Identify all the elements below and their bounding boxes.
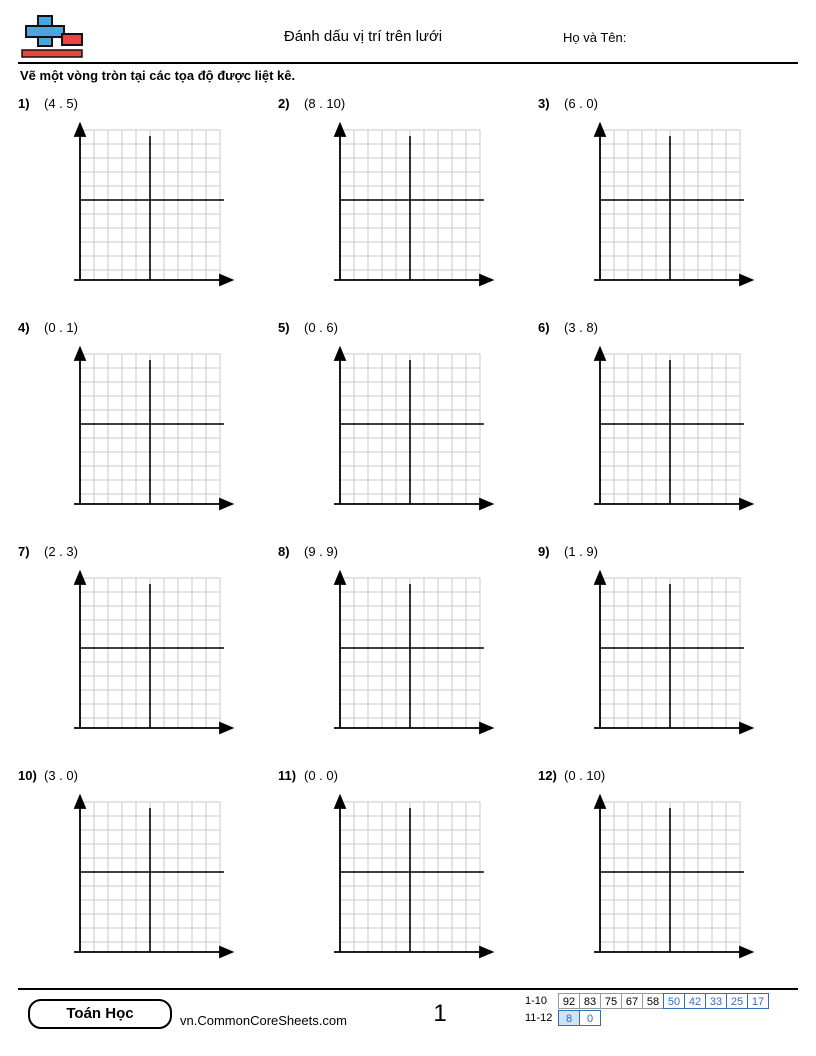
coordinate-grid[interactable] [64,794,236,966]
score-cell: 75 [600,993,622,1009]
problem-header [18,320,278,338]
score-cell: 83 [579,993,601,1009]
score-cell: 17 [747,993,769,1009]
problem-item [278,96,538,320]
problem-coordinate: (8 . 10) [304,96,346,111]
coordinate-grid[interactable] [324,570,496,742]
problem-item [18,768,278,992]
problem-coordinate: (3 . 8) [564,320,598,335]
coordinate-grid[interactable] [584,122,756,294]
coordinate-grid[interactable] [324,346,496,518]
problem-header [278,544,538,562]
score-cell: 67 [621,993,643,1009]
subject-badge: Toán Học [28,999,172,1029]
score-cell: 33 [705,993,727,1009]
header-divider [18,62,798,64]
problem-grid [18,96,798,992]
score-cell: 0 [579,1010,601,1026]
page-number: 1 [433,1000,447,1027]
coordinate-grid[interactable] [584,346,756,518]
problem-header [538,320,798,338]
problem-number: 4) [18,320,30,335]
problem-header [278,320,538,338]
problem-item [538,320,798,544]
problem-row [18,96,798,320]
problem-number: 11) [278,768,297,783]
problem-header [538,544,798,562]
problem-header [18,768,278,786]
problem-number: 1) [18,96,30,111]
problem-coordinate: (0 . 6) [304,320,338,335]
score-cell: 50 [663,993,685,1009]
coordinate-grid[interactable] [324,122,496,294]
problem-number: 6) [538,320,550,335]
coordinate-grid[interactable] [64,346,236,518]
problem-number: 5) [278,320,290,335]
commoncoresheets-logo [18,14,92,60]
problem-item [278,768,538,992]
score-cell: 42 [684,993,706,1009]
problem-number: 10) [18,768,37,783]
student-name-label: Họ và Tên: [563,30,627,45]
problem-coordinate: (1 . 9) [564,544,598,559]
problem-number: 3) [538,96,550,111]
problem-header [18,96,278,114]
problem-item [538,544,798,768]
score-row-2 [525,1010,768,1026]
score-row-1 [525,993,768,1009]
problem-number: 12) [538,768,557,783]
problem-item [538,96,798,320]
score-cell: 8 [558,1010,580,1026]
coordinate-grid[interactable] [64,570,236,742]
problem-coordinate: (0 . 10) [564,768,606,783]
problem-number: 8) [278,544,290,559]
score-table [525,993,768,1027]
score-range-label: 1-10 [525,995,548,1007]
score-cell: 92 [558,993,580,1009]
problem-header [278,768,538,786]
problem-item [278,320,538,544]
problem-row [18,320,798,544]
problem-coordinate: (0 . 1) [44,320,78,335]
page-header [18,14,798,62]
problem-header [538,96,798,114]
problem-item [18,544,278,768]
problem-row [18,544,798,768]
coordinate-grid[interactable] [584,570,756,742]
problem-coordinate: (6 . 0) [564,96,598,111]
score-cell: 25 [726,993,748,1009]
problem-coordinate: (0 . 0) [304,768,338,783]
problem-header [278,96,538,114]
problem-header [538,768,798,786]
problem-row [18,768,798,992]
score-cell: 58 [642,993,664,1009]
footer-divider [18,988,798,990]
coordinate-grid[interactable] [584,794,756,966]
score-range-label: 11-12 [525,1012,553,1024]
problem-item [538,768,798,992]
problem-item [18,320,278,544]
coordinate-grid[interactable] [64,122,236,294]
problem-item [278,544,538,768]
problem-number: 2) [278,96,290,111]
problem-coordinate: (2 . 3) [44,544,78,559]
problem-coordinate: (9 . 9) [304,544,338,559]
problem-coordinate: (4 . 5) [44,96,78,111]
problem-number: 9) [538,544,550,559]
website-url: vn.CommonCoreSheets.com [180,1013,347,1028]
problem-number: 7) [18,544,30,559]
problem-coordinate: (3 . 0) [44,768,78,783]
problem-header [18,544,278,562]
instructions-text: Vẽ một vòng tròn tại các tọa độ được liệt kê. [20,68,296,83]
coordinate-grid[interactable] [324,794,496,966]
problem-item [18,96,278,320]
page-title: Đánh dấu vị trí trên lưới [283,28,443,45]
